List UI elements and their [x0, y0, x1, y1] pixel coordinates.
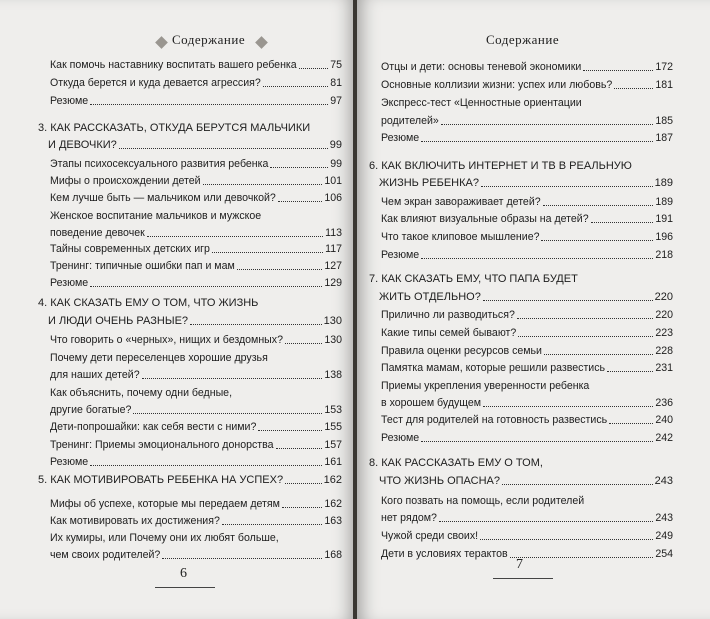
- toc-page-number: 236: [655, 397, 673, 409]
- toc-entry-title: 3. КАК РАССКАЗАТЬ, ОТКУДА БЕРУТСЯ МАЛЬЧИКИ: [38, 122, 311, 134]
- toc-entry-row: [381, 397, 673, 409]
- toc-entry-title: Почему дети переселенцев хорошие друзья: [50, 352, 268, 364]
- toc-page-number: 254: [655, 548, 673, 560]
- toc-entry-row: [50, 260, 342, 272]
- dot-leader: [510, 557, 654, 558]
- toc-entry-title: Дети в условиях терактов: [381, 548, 508, 560]
- toc-entry-row: [381, 548, 673, 560]
- toc-page-number: 189: [655, 196, 673, 208]
- left-header: [0, 22, 355, 52]
- toc-page-number: 243: [654, 475, 673, 487]
- dot-leader: [119, 148, 328, 149]
- toc-entry-title: Чем экран завораживает детей?: [381, 196, 541, 208]
- toc-entry-row: [50, 498, 342, 510]
- toc-page-number: 153: [324, 404, 342, 416]
- toc-entry-row: [381, 132, 673, 144]
- toc-page-number: 172: [655, 61, 673, 73]
- toc-entry-title: Экспресс-тест «Ценностные ориентации: [381, 97, 582, 109]
- dot-leader: [543, 205, 654, 206]
- header-title: Содержание: [172, 32, 246, 47]
- dot-leader: [212, 252, 323, 253]
- toc-entry-row: [381, 432, 673, 444]
- toc-entry-title: Чужой среди своих!: [381, 530, 479, 542]
- toc-entry-title: для наших детей?: [50, 369, 140, 381]
- toc-entry-title: нет рядом?: [381, 512, 437, 524]
- toc-page-number: 97: [330, 95, 342, 107]
- toc-entry-title: Резюме: [381, 249, 420, 261]
- dot-leader: [441, 124, 654, 125]
- toc-entry-row: [379, 177, 673, 189]
- header-title: Содержание: [486, 32, 560, 47]
- toc-entry-row: [381, 79, 673, 91]
- toc-entry-row: [50, 369, 342, 381]
- toc-entry-title: Резюме: [50, 456, 89, 468]
- toc-entry-title: Резюме: [381, 132, 420, 144]
- toc-page-number: 196: [655, 231, 673, 243]
- toc-entry-title: Мифы об успехе, которые мы передаем детям: [50, 498, 280, 510]
- dot-leader: [263, 86, 328, 87]
- toc-page-number: 113: [325, 227, 342, 239]
- toc-entry-row: [381, 196, 673, 208]
- dot-leader: [285, 343, 322, 344]
- toc-entry-title: Кого позвать на помощь, если родителей: [381, 495, 585, 507]
- toc-page-number: 162: [324, 498, 342, 510]
- toc-page-number: 75: [330, 59, 342, 71]
- toc-page-number: 130: [324, 334, 342, 346]
- toc-page-number: 231: [655, 362, 673, 374]
- toc-page-number: 163: [324, 515, 342, 527]
- toc-entry-title: родителей»: [381, 115, 439, 127]
- toc-entry-row: [381, 362, 673, 374]
- dot-leader: [502, 484, 653, 485]
- toc-entry-row: [50, 175, 342, 187]
- toc-entry-row: [381, 309, 673, 321]
- toc-entry-title: И ДЕВОЧКИ?: [48, 139, 117, 151]
- toc-entry-title: Как помочь наставнику воспитать вашего ребенка: [50, 59, 297, 71]
- toc-page-number: 127: [324, 260, 342, 272]
- toc-entry-row: [50, 515, 342, 527]
- toc-page-number: 81: [330, 77, 342, 89]
- dot-leader: [133, 413, 322, 414]
- dot-leader: [237, 269, 323, 270]
- toc-entry-title: Резюме: [381, 432, 420, 444]
- toc-entry-row: [381, 249, 673, 261]
- toc-page-number: 161: [324, 456, 342, 468]
- toc-page-number: 162: [323, 474, 342, 486]
- dot-leader: [147, 236, 323, 237]
- toc-page-number: 220: [654, 291, 673, 303]
- dot-leader: [162, 558, 322, 559]
- dot-leader: [190, 324, 322, 325]
- diamond-ornament-icon: [155, 36, 168, 49]
- toc-entry-row: [381, 512, 673, 524]
- toc-entry-title: ЖИЗНЬ РЕБЕНКА?: [379, 177, 479, 189]
- dot-leader: [544, 354, 653, 355]
- toc-entry-row: [38, 474, 342, 486]
- toc-page-number: 168: [324, 549, 342, 561]
- dot-leader: [481, 186, 653, 187]
- dot-leader: [518, 336, 653, 337]
- toc-page-number: 240: [655, 414, 673, 426]
- toc-entry-title: Прилично ли разводиться?: [381, 309, 515, 321]
- dot-leader: [270, 167, 328, 168]
- toc-page-number: 101: [324, 175, 342, 187]
- toc-entry-title: Резюме: [50, 95, 89, 107]
- toc-page-number: 117: [325, 243, 342, 255]
- dot-leader: [439, 521, 653, 522]
- toc-entry-row: [50, 59, 342, 71]
- toc-entry-row: [381, 61, 673, 73]
- toc-entry-title: 8. КАК РАССКАЗАТЬ ЕМУ О ТОМ,: [369, 457, 543, 469]
- dot-leader: [299, 68, 329, 69]
- dot-leader: [483, 406, 653, 407]
- toc-page-number: 218: [655, 249, 673, 261]
- toc-entry-title: поведение девочек: [50, 227, 145, 239]
- toc-entry-row: [50, 456, 342, 468]
- toc-entry-row: [50, 404, 342, 416]
- toc-entry-row: [50, 334, 342, 346]
- toc-page-number: 138: [324, 369, 342, 381]
- toc-page-number: 249: [655, 530, 673, 542]
- toc-entry-title: 5. КАК МОТИВИРОВАТЬ РЕБЕНКА НА УСПЕХ?: [38, 474, 284, 486]
- toc-entry-title: Тест для родителей на готовность развестись: [381, 414, 608, 426]
- toc-entry-title: чем своих родителей?: [50, 549, 161, 561]
- toc-entry-title: Женское воспитание мальчиков и мужское: [50, 210, 262, 222]
- dot-leader: [222, 524, 322, 525]
- right-header: [357, 22, 710, 52]
- toc-entry-title: Правила оценки ресурсов семьи: [381, 345, 542, 357]
- toc-entry-title: Что такое клиповое мышление?: [381, 231, 540, 243]
- toc-page-number: 242: [655, 432, 673, 444]
- toc-entry-row: [48, 315, 342, 327]
- toc-page-number: 187: [655, 132, 673, 144]
- toc-entry-row: [50, 277, 342, 289]
- toc-page-number: 228: [655, 345, 673, 357]
- toc-entry-row: [50, 439, 342, 451]
- dot-leader: [483, 300, 653, 301]
- page-number: 6: [180, 566, 187, 581]
- dot-leader: [607, 371, 653, 372]
- toc-entry-title: Тренинг: типичные ошибки пап и мам: [50, 260, 235, 272]
- dot-leader: [583, 70, 653, 71]
- dot-leader: [276, 448, 323, 449]
- dot-leader: [278, 201, 323, 202]
- dot-leader: [421, 441, 653, 442]
- dot-leader: [421, 258, 653, 259]
- toc-entry-row: [381, 213, 673, 225]
- page-number-rule: [493, 578, 553, 579]
- dot-leader: [142, 378, 323, 379]
- toc-entry-title: Отцы и дети: основы теневой экономики: [381, 61, 582, 73]
- toc-entry-title: Мифы о происхождении детей: [50, 175, 201, 187]
- dot-leader: [609, 423, 653, 424]
- page-number-rule: [155, 587, 215, 588]
- dot-leader: [90, 465, 322, 466]
- toc-page-number: 191: [655, 213, 673, 225]
- toc-page-number: 157: [324, 439, 342, 451]
- dot-leader: [480, 539, 653, 540]
- toc-entry-title: Тренинг: Приемы эмоционального донорства: [50, 439, 274, 451]
- toc-entry-row: [379, 475, 673, 487]
- toc-entry-title: другие богатые?: [50, 404, 132, 416]
- toc-entry-title: Резюме: [50, 277, 89, 289]
- toc-entry-title: Как объяснить, почему одни бедные,: [50, 387, 233, 399]
- toc-entry-row: [381, 327, 673, 339]
- toc-entry-title: в хорошем будущем: [381, 397, 482, 409]
- dot-leader: [258, 430, 322, 431]
- dot-leader: [591, 222, 654, 223]
- toc-entry-row: [381, 530, 673, 542]
- toc-entry-row: [381, 115, 673, 127]
- toc-page-number: 189: [654, 177, 673, 189]
- toc-entry-row: [50, 95, 342, 107]
- dot-leader: [614, 88, 653, 89]
- toc-page-number: 99: [329, 139, 342, 151]
- dot-leader: [203, 184, 323, 185]
- toc-entry-title: Памятка мамам, которые решили развестись: [381, 362, 606, 374]
- page-number: 7: [516, 557, 523, 572]
- toc-entry-row: [50, 549, 342, 561]
- toc-entry-title: Какие типы семей бывают?: [381, 327, 517, 339]
- toc-entry-title: 4. КАК СКАЗАТЬ ЕМУ О ТОМ, ЧТО ЖИЗНЬ: [38, 297, 259, 309]
- toc-page-number: 106: [324, 192, 342, 204]
- diamond-ornament-icon: [255, 36, 268, 49]
- toc-entry-title: Откуда берется и куда девается агрессия?: [50, 77, 261, 89]
- toc-entry-row: [50, 227, 342, 239]
- toc-entry-title: ЧТО ЖИЗНЬ ОПАСНА?: [379, 475, 500, 487]
- toc-entry-title: Тайны современных детских игр: [50, 243, 210, 255]
- toc-page-number: 155: [324, 421, 342, 433]
- toc-entry-row: [381, 231, 673, 243]
- toc-entry-title: Их кумиры, или Почему они их любят больше,: [50, 532, 279, 544]
- toc-entry-title: Этапы психосексуального развития ребенка: [50, 158, 269, 170]
- dot-leader: [90, 286, 322, 287]
- toc-entry-row: [50, 77, 342, 89]
- toc-page-number: 181: [655, 79, 673, 91]
- toc-entry-title: Что говорить о «черных», нищих и бездомных?: [50, 334, 283, 346]
- toc-entry-row: [381, 414, 673, 426]
- toc-entry-title: Основные коллизии жизни: успех или любовь?: [381, 79, 613, 91]
- toc-page-number: 130: [323, 315, 342, 327]
- toc-entry-title: 6. КАК ВКЛЮЧИТЬ ИНТЕРНЕТ И ТВ В РЕАЛЬНУЮ: [369, 160, 632, 172]
- toc-entry-title: Дети-попрошайки: как себя вести с ними?: [50, 421, 257, 433]
- toc-page-number: 99: [330, 158, 342, 170]
- toc-page-number: 243: [655, 512, 673, 524]
- dot-leader: [282, 507, 322, 508]
- toc-entry-title: Как влияют визуальные образы на детей?: [381, 213, 589, 225]
- toc-page-number: 129: [324, 277, 342, 289]
- toc-entry-row: [379, 291, 673, 303]
- toc-page-number: 185: [655, 115, 673, 127]
- toc-entry-title: ЖИТЬ ОТДЕЛЬНО?: [379, 291, 481, 303]
- dot-leader: [90, 104, 328, 105]
- toc-entry-title: 7. КАК СКАЗАТЬ ЕМУ, ЧТО ПАПА БУДЕТ: [369, 273, 578, 285]
- dot-leader: [517, 318, 653, 319]
- toc-entry-title: Как мотивировать их достижения?: [50, 515, 220, 527]
- toc-page-number: 220: [655, 309, 673, 321]
- toc-entry-row: [50, 192, 342, 204]
- dot-leader: [421, 141, 653, 142]
- toc-entry-title: Кем лучше быть — мальчиком или девочкой?: [50, 192, 276, 204]
- toc-entry-row: [50, 158, 342, 170]
- toc-entry-title: Приемы укрепления уверенности ребенка: [381, 380, 590, 392]
- toc-entry-row: [381, 345, 673, 357]
- toc-entry-row: [50, 243, 342, 255]
- dot-leader: [285, 483, 322, 484]
- dot-leader: [541, 240, 653, 241]
- toc-entry-title: И ЛЮДИ ОЧЕНЬ РАЗНЫЕ?: [48, 315, 189, 327]
- toc-page-number: 223: [655, 327, 673, 339]
- toc-entry-row: [50, 421, 342, 433]
- right-page: [357, 0, 710, 619]
- toc-entry-row: [48, 139, 342, 151]
